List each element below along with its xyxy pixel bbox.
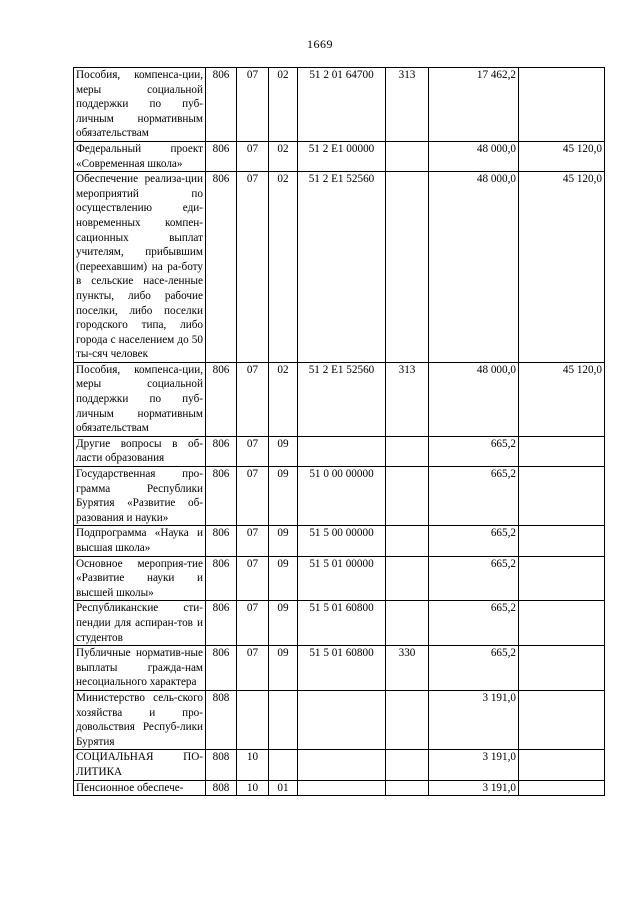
subsection-code-cell: 02 <box>269 141 298 171</box>
table-row <box>74 780 605 796</box>
ministry-code-cell: 806 <box>206 526 237 556</box>
amount-year1-cell: 48 000,0 <box>429 141 519 171</box>
amount-year2-cell <box>519 690 605 749</box>
section-code-cell: 07 <box>237 526 269 556</box>
section-code-cell: 07 <box>237 172 269 363</box>
ministry-code-cell: 806 <box>206 362 237 436</box>
target-article-cell: 51 2 Е1 52560 <box>298 172 386 363</box>
row-name-cell: Республиканские сти-пендии для аспиран-тов и студентов <box>74 601 206 646</box>
ministry-code-cell: 806 <box>206 68 237 142</box>
amount-year1-cell: 665,2 <box>429 646 519 691</box>
amount-year1-cell: 3 191,0 <box>429 690 519 749</box>
amount-year1-cell: 665,2 <box>429 436 519 466</box>
subsection-code-cell: 09 <box>269 646 298 691</box>
table-row <box>74 556 605 601</box>
target-article-cell: 51 2 01 64700 <box>298 68 386 142</box>
section-code-cell: 07 <box>237 436 269 466</box>
row-name-cell: Другие вопросы в об-ласти образования <box>74 436 206 466</box>
amount-year1-cell: 3 191,0 <box>429 750 519 780</box>
amount-year1-cell: 48 000,0 <box>429 362 519 436</box>
ministry-code-cell: 806 <box>206 556 237 601</box>
target-article-cell <box>298 750 386 780</box>
ministry-code-cell: 806 <box>206 172 237 363</box>
amount-year1-cell: 665,2 <box>429 467 519 526</box>
expense-type-cell <box>386 467 429 526</box>
amount-year2-cell <box>519 467 605 526</box>
table-row <box>74 601 605 646</box>
target-article-cell: 51 0 00 00000 <box>298 467 386 526</box>
target-article-cell <box>298 436 386 466</box>
row-name-cell: Министерство сель-ского хозяйства и про-довольствия Респуб-лики Бурятия <box>74 690 206 749</box>
expense-type-cell <box>386 526 429 556</box>
budget-table <box>73 67 605 796</box>
table-row <box>74 68 605 142</box>
subsection-code-cell: 09 <box>269 601 298 646</box>
ministry-code-cell: 806 <box>206 141 237 171</box>
target-article-cell: 51 2 Е1 52560 <box>298 362 386 436</box>
subsection-code-cell: 09 <box>269 467 298 526</box>
row-name-cell: Обеспечение реализа-ции мероприятий по осуществлению еди-новременных компен-сационных выплат учителям, прибывшим (переехавшим) на ра-боту в сельские насе-ленные пункты, либо рабочие поселки, либо поселки городского типа, либо города с населением до 50 ты-сяч человек <box>74 172 206 363</box>
amount-year2-cell <box>519 68 605 142</box>
row-name-cell: Основное мероприя-тие «Развитие науки и высшей школы» <box>74 556 206 601</box>
target-article-cell: 51 2 Е1 00000 <box>298 141 386 171</box>
table-row <box>74 436 605 466</box>
amount-year1-cell: 3 191,0 <box>429 780 519 796</box>
row-name-cell: Федеральный проект «Современная школа» <box>74 141 206 171</box>
section-code-cell: 10 <box>237 780 269 796</box>
subsection-code-cell: 09 <box>269 436 298 466</box>
expense-type-cell <box>386 436 429 466</box>
section-code-cell <box>237 690 269 749</box>
table-row <box>74 141 605 171</box>
subsection-code-cell: 02 <box>269 68 298 142</box>
ministry-code-cell: 808 <box>206 690 237 749</box>
expense-type-cell: 330 <box>386 646 429 691</box>
target-article-cell: 51 5 01 60800 <box>298 646 386 691</box>
section-code-cell: 07 <box>237 141 269 171</box>
amount-year2-cell <box>519 780 605 796</box>
subsection-code-cell: 02 <box>269 172 298 363</box>
section-code-cell: 10 <box>237 750 269 780</box>
amount-year2-cell <box>519 436 605 466</box>
table-row <box>74 172 605 363</box>
section-code-cell: 07 <box>237 646 269 691</box>
expense-type-cell <box>386 601 429 646</box>
row-name-cell: Пособия, компенса-ции, меры социальной поддержки по пуб-личным нормативным обязательствам <box>74 362 206 436</box>
amount-year2-cell <box>519 750 605 780</box>
target-article-cell: 51 5 01 60800 <box>298 601 386 646</box>
expense-type-cell <box>386 690 429 749</box>
page-number: 1669 <box>307 37 333 51</box>
row-name-cell: Пенсионное обеспече- <box>74 780 206 796</box>
target-article-cell: 51 5 00 00000 <box>298 526 386 556</box>
row-name-cell: Подпрограмма «Наука и высшая школа» <box>74 526 206 556</box>
row-name-cell: Публичные норматив-ные выплаты гражда-нам несоциального характера <box>74 646 206 691</box>
subsection-code-cell <box>269 750 298 780</box>
expense-type-cell: 313 <box>386 68 429 142</box>
table-row <box>74 467 605 526</box>
subsection-code-cell: 01 <box>269 780 298 796</box>
subsection-code-cell: 02 <box>269 362 298 436</box>
expense-type-cell <box>386 750 429 780</box>
target-article-cell: 51 5 01 00000 <box>298 556 386 601</box>
amount-year1-cell: 48 000,0 <box>429 172 519 363</box>
section-code-cell: 07 <box>237 467 269 526</box>
expense-type-cell <box>386 556 429 601</box>
table-row <box>74 646 605 691</box>
amount-year2-cell: 45 120,0 <box>519 141 605 171</box>
amount-year2-cell: 45 120,0 <box>519 362 605 436</box>
section-code-cell: 07 <box>237 68 269 142</box>
amount-year1-cell: 665,2 <box>429 556 519 601</box>
section-code-cell: 07 <box>237 556 269 601</box>
ministry-code-cell: 806 <box>206 646 237 691</box>
amount-year1-cell: 665,2 <box>429 526 519 556</box>
section-code-cell: 07 <box>237 601 269 646</box>
row-name-cell: Пособия, компенса-ции, меры социальной поддержки по пуб-личным нормативным обязательствам <box>74 68 206 142</box>
table-row <box>74 526 605 556</box>
amount-year1-cell: 17 462,2 <box>429 68 519 142</box>
amount-year2-cell <box>519 646 605 691</box>
expense-type-cell <box>386 780 429 796</box>
subsection-code-cell: 09 <box>269 526 298 556</box>
subsection-code-cell <box>269 690 298 749</box>
table-row <box>74 750 605 780</box>
target-article-cell <box>298 780 386 796</box>
subsection-code-cell: 09 <box>269 556 298 601</box>
table-row <box>74 690 605 749</box>
amount-year2-cell: 45 120,0 <box>519 172 605 363</box>
amount-year2-cell <box>519 556 605 601</box>
ministry-code-cell: 808 <box>206 750 237 780</box>
row-name-cell: Государственная про-грамма Республики Бурятия «Развитие об-разования и науки» <box>74 467 206 526</box>
amount-year2-cell <box>519 601 605 646</box>
expense-type-cell <box>386 172 429 363</box>
table-row <box>74 362 605 436</box>
amount-year1-cell: 665,2 <box>429 601 519 646</box>
amount-year2-cell <box>519 526 605 556</box>
ministry-code-cell: 806 <box>206 436 237 466</box>
row-name-cell: СОЦИАЛЬНАЯ ПО-ЛИТИКА <box>74 750 206 780</box>
expense-type-cell <box>386 141 429 171</box>
target-article-cell <box>298 690 386 749</box>
ministry-code-cell: 806 <box>206 467 237 526</box>
section-code-cell: 07 <box>237 362 269 436</box>
ministry-code-cell: 806 <box>206 601 237 646</box>
ministry-code-cell: 808 <box>206 780 237 796</box>
expense-type-cell: 313 <box>386 362 429 436</box>
